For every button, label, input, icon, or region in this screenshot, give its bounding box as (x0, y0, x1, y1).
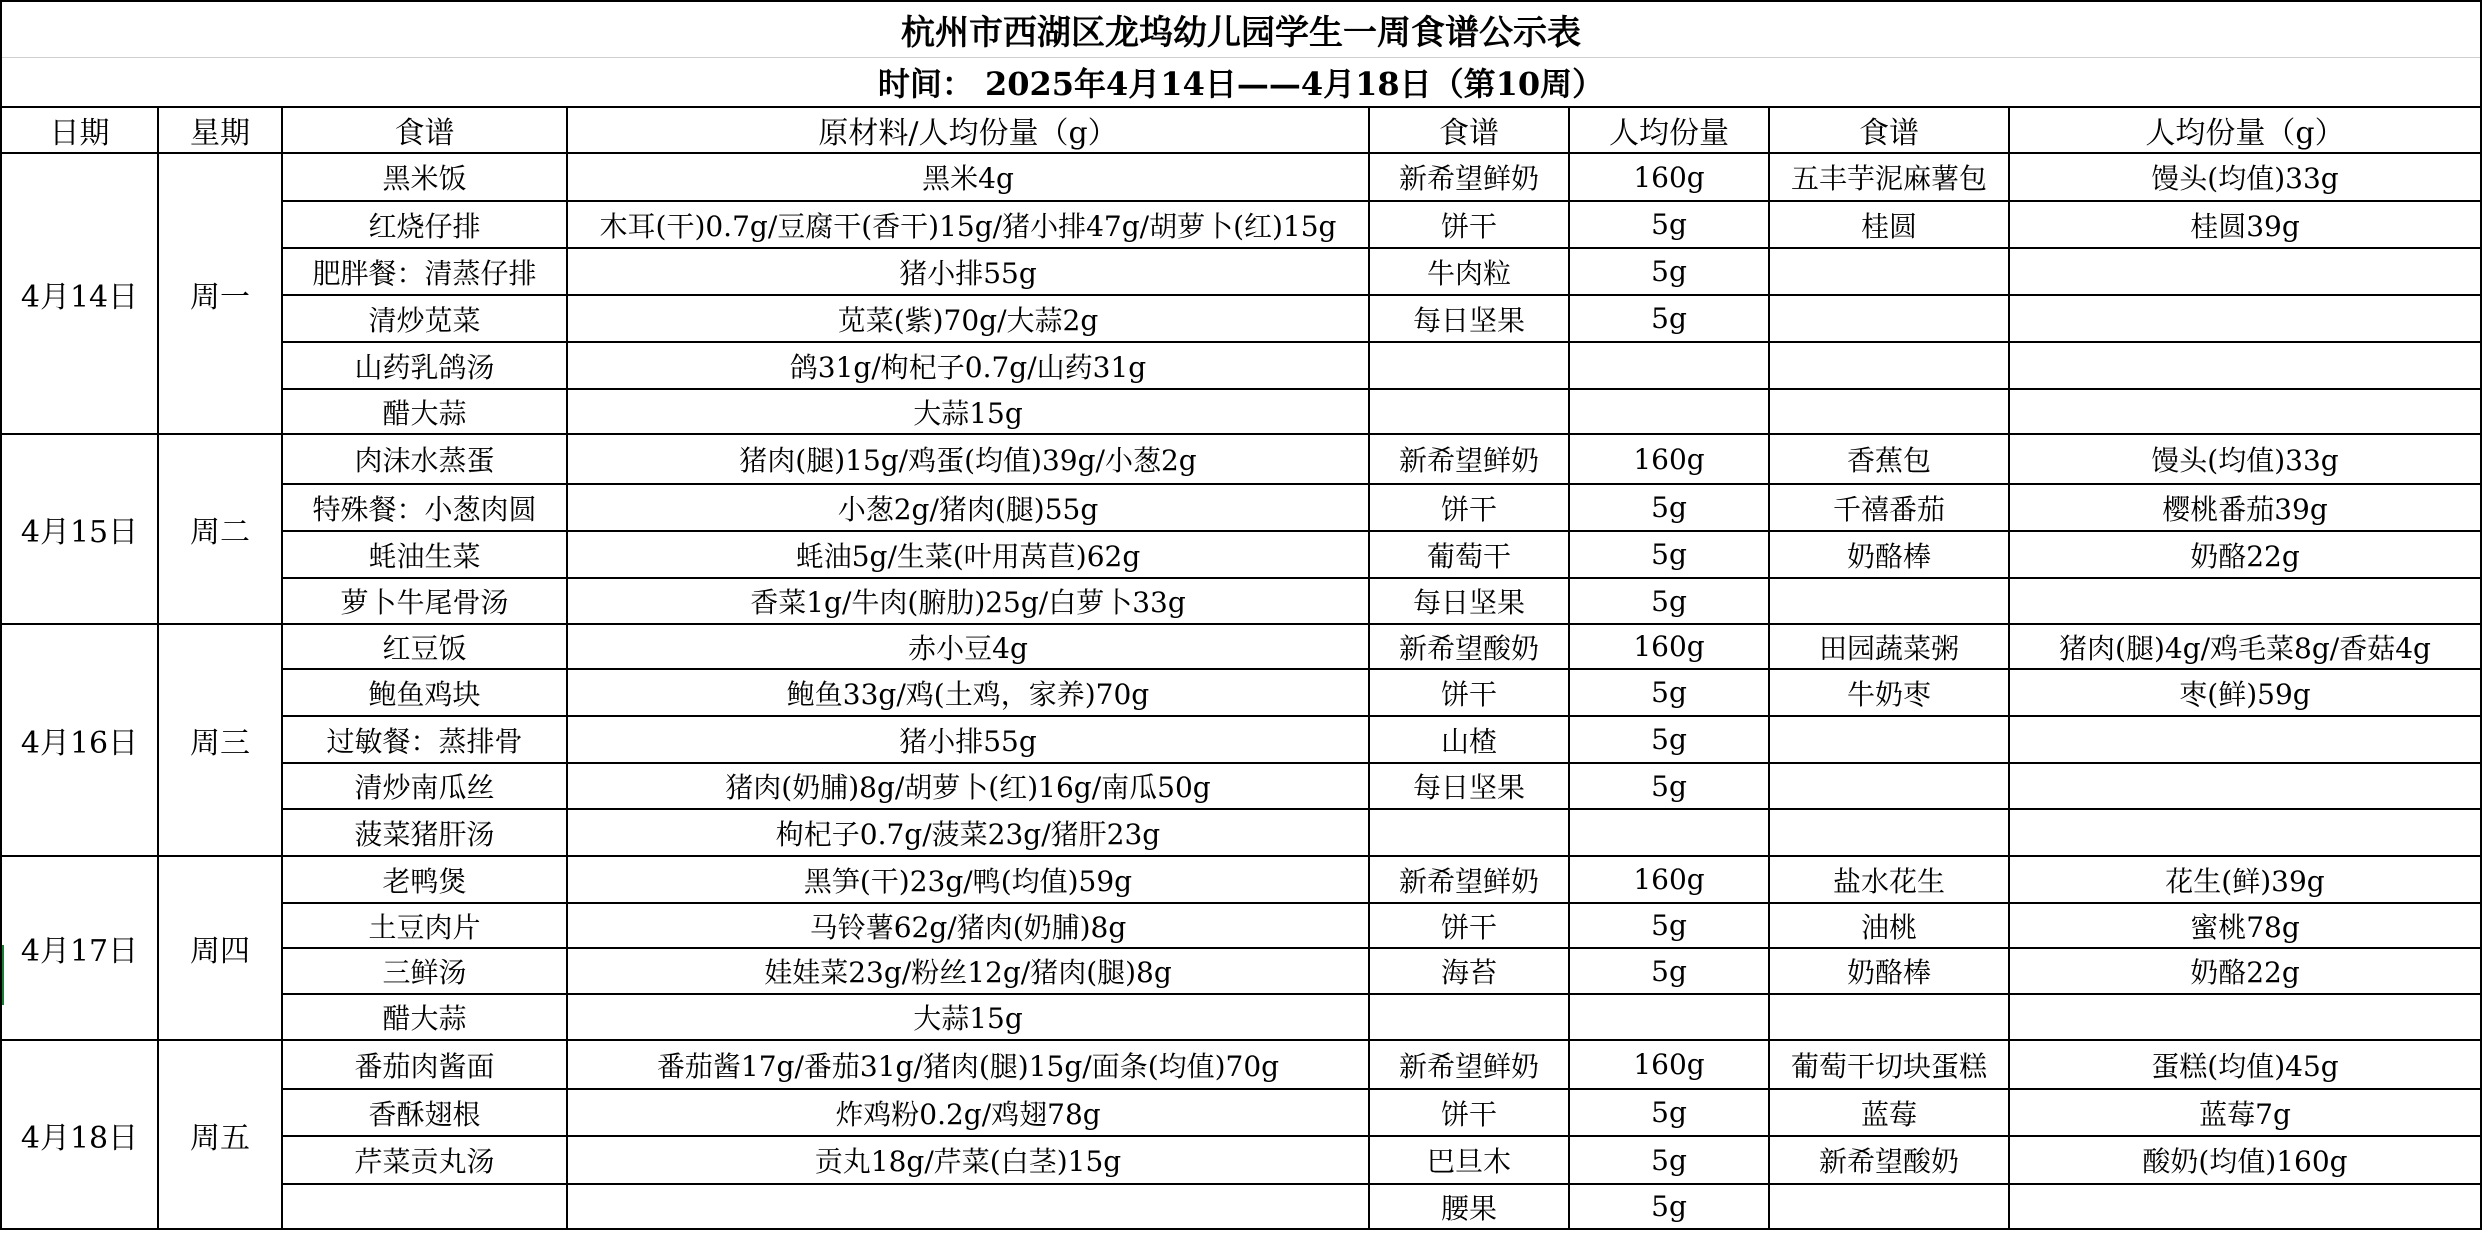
afternoon-cell (1769, 994, 2009, 1040)
ingredients-cell: 猪肉(腿)15g/鸡蛋(均值)39g/小葱2g (567, 434, 1369, 484)
afternoon-cell (1769, 716, 2009, 763)
weekday-cell: 周五 (158, 1040, 282, 1229)
weekday-cell: 周四 (158, 856, 282, 1040)
date-cell: 4月16日 (1, 624, 158, 856)
snack-portion-cell: 5g (1569, 531, 1769, 578)
afternoon-portion-cell (2009, 578, 2481, 624)
header-date: 日期 (1, 107, 158, 153)
afternoon-portion-cell (2009, 1184, 2481, 1229)
afternoon-cell: 桂圆 (1769, 201, 2009, 248)
afternoon-cell: 田园蔬菜粥 (1769, 624, 2009, 669)
ingredients-cell: 猪肉(奶脯)8g/胡萝卜(红)16g/南瓜50g (567, 763, 1369, 809)
date-cell: 4月14日 (1, 153, 158, 434)
afternoon-cell (1769, 342, 2009, 389)
afternoon-portion-cell (2009, 342, 2481, 389)
ingredients-cell: 大蒜15g (567, 389, 1369, 434)
afternoon-cell (1769, 809, 2009, 856)
afternoon-portion-cell: 酸奶(均值)160g (2009, 1136, 2481, 1184)
afternoon-cell: 盐水花生 (1769, 856, 2009, 903)
dish-cell: 红豆饭 (282, 624, 567, 669)
snack-portion-cell: 160g (1569, 856, 1769, 903)
afternoon-portion-cell (2009, 389, 2481, 434)
dish-cell: 土豆肉片 (282, 903, 567, 948)
afternoon-cell (1769, 763, 2009, 809)
table-row (1, 434, 2481, 484)
date-range: 时间： 2025年4月14日——4月18日（第10周） (1, 57, 2481, 107)
ingredients-cell: 马铃薯62g/猪肉(奶脯)8g (567, 903, 1369, 948)
afternoon-portion-cell: 馒头(均值)33g (2009, 153, 2481, 201)
afternoon-cell: 奶酪棒 (1769, 531, 2009, 578)
dish-cell: 黑米饭 (282, 153, 567, 201)
snack-portion-cell: 5g (1569, 201, 1769, 248)
ingredients-cell: 木耳(干)0.7g/豆腐干(香干)15g/猪小排47g/胡萝卜(红)15g (567, 201, 1369, 248)
snack-portion-cell (1569, 342, 1769, 389)
weekday-cell: 周一 (158, 153, 282, 434)
snack-cell: 新希望鲜奶 (1369, 856, 1569, 903)
table-row (1, 716, 2481, 763)
table-row (1, 624, 2481, 669)
table-row (1, 531, 2481, 578)
afternoon-cell (1769, 389, 2009, 434)
snack-portion-cell: 5g (1569, 484, 1769, 531)
table-row (1, 809, 2481, 856)
snack-cell: 饼干 (1369, 669, 1569, 716)
dish-cell: 蚝油生菜 (282, 531, 567, 578)
table-row (1, 1040, 2481, 1089)
table-row (1, 1184, 2481, 1229)
snack-cell: 饼干 (1369, 1089, 1569, 1136)
snack-cell (1369, 389, 1569, 434)
header-dish: 食谱 (282, 107, 567, 153)
afternoon-portion-cell: 花生(鲜)39g (2009, 856, 2481, 903)
afternoon-cell: 葡萄干切块蛋糕 (1769, 1040, 2009, 1089)
header-ingredients: 原材料/人均份量（g） (567, 107, 1369, 153)
ingredients-cell: 炸鸡粉0.2g/鸡翅78g (567, 1089, 1369, 1136)
snack-portion-cell: 160g (1569, 1040, 1769, 1089)
snack-cell (1369, 994, 1569, 1040)
afternoon-portion-cell (2009, 295, 2481, 342)
afternoon-cell (1769, 578, 2009, 624)
snack-portion-cell: 5g (1569, 948, 1769, 994)
afternoon-cell: 奶酪棒 (1769, 948, 2009, 994)
snack-cell (1369, 342, 1569, 389)
sheet-title: 杭州市西湖区龙坞幼儿园学生一周食谱公示表 (1, 1, 2481, 57)
header-row (1, 107, 2481, 153)
snack-portion-cell: 5g (1569, 1136, 1769, 1184)
snack-portion-cell: 5g (1569, 578, 1769, 624)
dish-cell (282, 1184, 567, 1229)
afternoon-cell: 香蕉包 (1769, 434, 2009, 484)
table-row (1, 201, 2481, 248)
ingredients-cell: 黑米4g (567, 153, 1369, 201)
dish-cell: 芹菜贡丸汤 (282, 1136, 567, 1184)
snack-cell: 每日坚果 (1369, 578, 1569, 624)
snack-portion-cell: 5g (1569, 669, 1769, 716)
snack-cell (1369, 809, 1569, 856)
snack-portion-cell: 5g (1569, 248, 1769, 295)
ingredients-cell: 贡丸18g/芹菜(白茎)15g (567, 1136, 1369, 1184)
table-row (1, 994, 2481, 1040)
date-cell: 4月15日 (1, 434, 158, 624)
header-snack: 食谱 (1369, 107, 1569, 153)
table-row (1, 1089, 2481, 1136)
dish-cell: 萝卜牛尾骨汤 (282, 578, 567, 624)
afternoon-cell: 五丰芋泥麻薯包 (1769, 153, 2009, 201)
table-row (1, 153, 2481, 201)
snack-cell: 牛肉粒 (1369, 248, 1569, 295)
snack-cell: 饼干 (1369, 201, 1569, 248)
afternoon-portion-cell: 奶酪22g (2009, 948, 2481, 994)
afternoon-portion-cell (2009, 809, 2481, 856)
table-row (1, 856, 2481, 903)
snack-portion-cell: 5g (1569, 1089, 1769, 1136)
ingredients-cell: 苋菜(紫)70g/大蒜2g (567, 295, 1369, 342)
snack-cell: 饼干 (1369, 484, 1569, 531)
dish-cell: 鲍鱼鸡块 (282, 669, 567, 716)
ingredients-cell: 大蒜15g (567, 994, 1369, 1040)
snack-portion-cell: 5g (1569, 716, 1769, 763)
afternoon-portion-cell: 枣(鲜)59g (2009, 669, 2481, 716)
snack-cell: 山楂 (1369, 716, 1569, 763)
afternoon-cell: 千禧番茄 (1769, 484, 2009, 531)
weekday-cell: 周三 (158, 624, 282, 856)
snack-portion-cell (1569, 809, 1769, 856)
ingredients-cell: 鸽31g/枸杞子0.7g/山药31g (567, 342, 1369, 389)
afternoon-cell: 牛奶枣 (1769, 669, 2009, 716)
ingredients-cell: 蚝油5g/生菜(叶用莴苣)62g (567, 531, 1369, 578)
snack-portion-cell: 160g (1569, 153, 1769, 201)
dish-cell: 肉沫水蒸蛋 (282, 434, 567, 484)
dish-cell: 菠菜猪肝汤 (282, 809, 567, 856)
snack-portion-cell: 5g (1569, 903, 1769, 948)
table-row (1, 484, 2481, 531)
ingredients-cell: 猪小排55g (567, 716, 1369, 763)
afternoon-portion-cell (2009, 248, 2481, 295)
ingredients-cell: 猪小排55g (567, 248, 1369, 295)
afternoon-portion-cell: 蛋糕(均值)45g (2009, 1040, 2481, 1089)
dish-cell: 醋大蒜 (282, 389, 567, 434)
ingredients-cell: 枸杞子0.7g/菠菜23g/猪肝23g (567, 809, 1369, 856)
date-cell: 4月18日 (1, 1040, 158, 1229)
ingredients-cell: 番茄酱17g/番茄31g/猪肉(腿)15g/面条(均值)70g (567, 1040, 1369, 1089)
afternoon-portion-cell: 奶酪22g (2009, 531, 2481, 578)
snack-portion-cell: 5g (1569, 295, 1769, 342)
dish-cell: 番茄肉酱面 (282, 1040, 567, 1089)
header-afternoon-portion: 人均份量（g） (2009, 107, 2481, 153)
dish-cell: 特殊餐：小葱肉圆 (282, 484, 567, 531)
table-row (1, 389, 2481, 434)
date-cell: 4月17日 (1, 856, 158, 1040)
table-row (1, 248, 2481, 295)
snack-cell: 葡萄干 (1369, 531, 1569, 578)
table-row (1, 948, 2481, 994)
snack-cell: 每日坚果 (1369, 295, 1569, 342)
snack-cell: 巴旦木 (1369, 1136, 1569, 1184)
dish-cell: 清炒苋菜 (282, 295, 567, 342)
snack-portion-cell (1569, 994, 1769, 1040)
afternoon-portion-cell (2009, 994, 2481, 1040)
afternoon-portion-cell (2009, 763, 2481, 809)
dish-cell: 醋大蒜 (282, 994, 567, 1040)
afternoon-cell (1769, 295, 2009, 342)
ingredients-cell: 小葱2g/猪肉(腿)55g (567, 484, 1369, 531)
afternoon-portion-cell: 蜜桃78g (2009, 903, 2481, 948)
snack-portion-cell: 160g (1569, 434, 1769, 484)
ingredients-cell (567, 1184, 1369, 1229)
afternoon-portion-cell: 猪肉(腿)4g/鸡毛菜8g/香菇4g (2009, 624, 2481, 669)
dish-cell: 过敏餐：蒸排骨 (282, 716, 567, 763)
dish-cell: 老鸭煲 (282, 856, 567, 903)
afternoon-cell (1769, 248, 2009, 295)
afternoon-cell: 新希望酸奶 (1769, 1136, 2009, 1184)
header-afternoon: 食谱 (1769, 107, 2009, 153)
dish-cell: 清炒南瓜丝 (282, 763, 567, 809)
ingredients-cell: 黑笋(干)23g/鸭(均值)59g (567, 856, 1369, 903)
snack-portion-cell: 5g (1569, 763, 1769, 809)
snack-portion-cell: 160g (1569, 624, 1769, 669)
snack-portion-cell (1569, 389, 1769, 434)
afternoon-cell: 油桃 (1769, 903, 2009, 948)
snack-cell: 新希望鲜奶 (1369, 153, 1569, 201)
ingredients-cell: 鲍鱼33g/鸡(土鸡，家养)70g (567, 669, 1369, 716)
dish-cell: 山药乳鸽汤 (282, 342, 567, 389)
snack-cell: 饼干 (1369, 903, 1569, 948)
dish-cell: 红烧仔排 (282, 201, 567, 248)
dish-cell: 肥胖餐：清蒸仔排 (282, 248, 567, 295)
header-weekday: 星期 (158, 107, 282, 153)
afternoon-portion-cell: 樱桃番茄39g (2009, 484, 2481, 531)
table-row (1, 1136, 2481, 1184)
snack-portion-cell: 5g (1569, 1184, 1769, 1229)
table-row (1, 295, 2481, 342)
table-row (1, 669, 2481, 716)
table-row (1, 763, 2481, 809)
dish-cell: 三鲜汤 (282, 948, 567, 994)
snack-cell: 新希望酸奶 (1369, 624, 1569, 669)
snack-cell: 新希望鲜奶 (1369, 1040, 1569, 1089)
ingredients-cell: 娃娃菜23g/粉丝12g/猪肉(腿)8g (567, 948, 1369, 994)
snack-cell: 新希望鲜奶 (1369, 434, 1569, 484)
snack-cell: 腰果 (1369, 1184, 1569, 1229)
header-snack-portion: 人均份量 (1569, 107, 1769, 153)
weekday-cell: 周二 (158, 434, 282, 624)
snack-cell: 海苔 (1369, 948, 1569, 994)
snack-cell: 每日坚果 (1369, 763, 1569, 809)
ingredients-cell: 香菜1g/牛肉(腑肋)25g/白萝卜33g (567, 578, 1369, 624)
afternoon-cell: 蓝莓 (1769, 1089, 2009, 1136)
table-row (1, 578, 2481, 624)
afternoon-portion-cell: 蓝莓7g (2009, 1089, 2481, 1136)
table-row (1, 903, 2481, 948)
afternoon-portion-cell (2009, 716, 2481, 763)
dish-cell: 香酥翅根 (282, 1089, 567, 1136)
afternoon-cell (1769, 1184, 2009, 1229)
afternoon-portion-cell: 馒头(均值)33g (2009, 434, 2481, 484)
table-row (1, 342, 2481, 389)
ingredients-cell: 赤小豆4g (567, 624, 1369, 669)
afternoon-portion-cell: 桂圆39g (2009, 201, 2481, 248)
